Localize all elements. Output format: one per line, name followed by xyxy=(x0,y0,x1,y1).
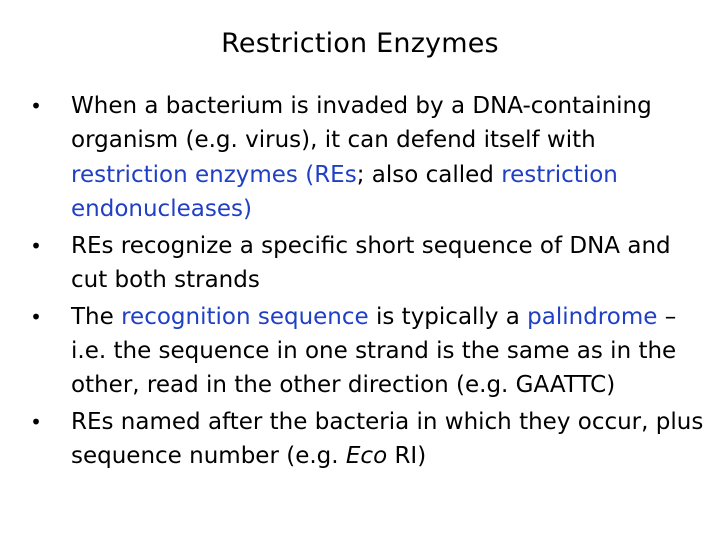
bullet-dot-icon: • xyxy=(30,304,42,329)
italic-term: Eco xyxy=(345,443,388,470)
highlight-term: palindrome xyxy=(527,303,658,330)
bullet-text: REs recognize a specific short sequence of DNA and cut both strands xyxy=(71,232,671,293)
bullet-text: The xyxy=(71,303,122,330)
bullet-text: – i.e. the sequence in one strand is the same as in the other, read in the other direction (e.g. GAATTC) xyxy=(71,303,677,399)
bullet-text: When a bacterium is invaded by a DNA-containing organism (e.g. virus), it can defend itself with xyxy=(71,93,652,154)
bullet-text: ; also called xyxy=(356,161,502,188)
bullet-dot-icon: • xyxy=(30,233,42,258)
bullet-list xyxy=(26,89,706,476)
bullet-text: RI) xyxy=(387,443,427,470)
bullet-dot-icon: • xyxy=(30,410,42,435)
bullet-item xyxy=(26,405,706,474)
slide-title: Restriction Enzymes xyxy=(221,28,499,59)
bullet-item xyxy=(26,229,706,298)
highlight-term: recognition sequence xyxy=(121,303,369,330)
highlight-term: restriction enzymes (REs xyxy=(71,161,357,188)
bullet-text: REs named after the bacteria in which they occur, plus sequence number (e.g. xyxy=(71,409,704,470)
bullet-text: is typically a xyxy=(368,303,528,330)
bullet-dot-icon: • xyxy=(30,94,42,118)
bullet-item xyxy=(26,300,706,403)
highlight-term: restriction endonucleases) xyxy=(71,161,618,222)
bullet-item xyxy=(26,89,706,226)
